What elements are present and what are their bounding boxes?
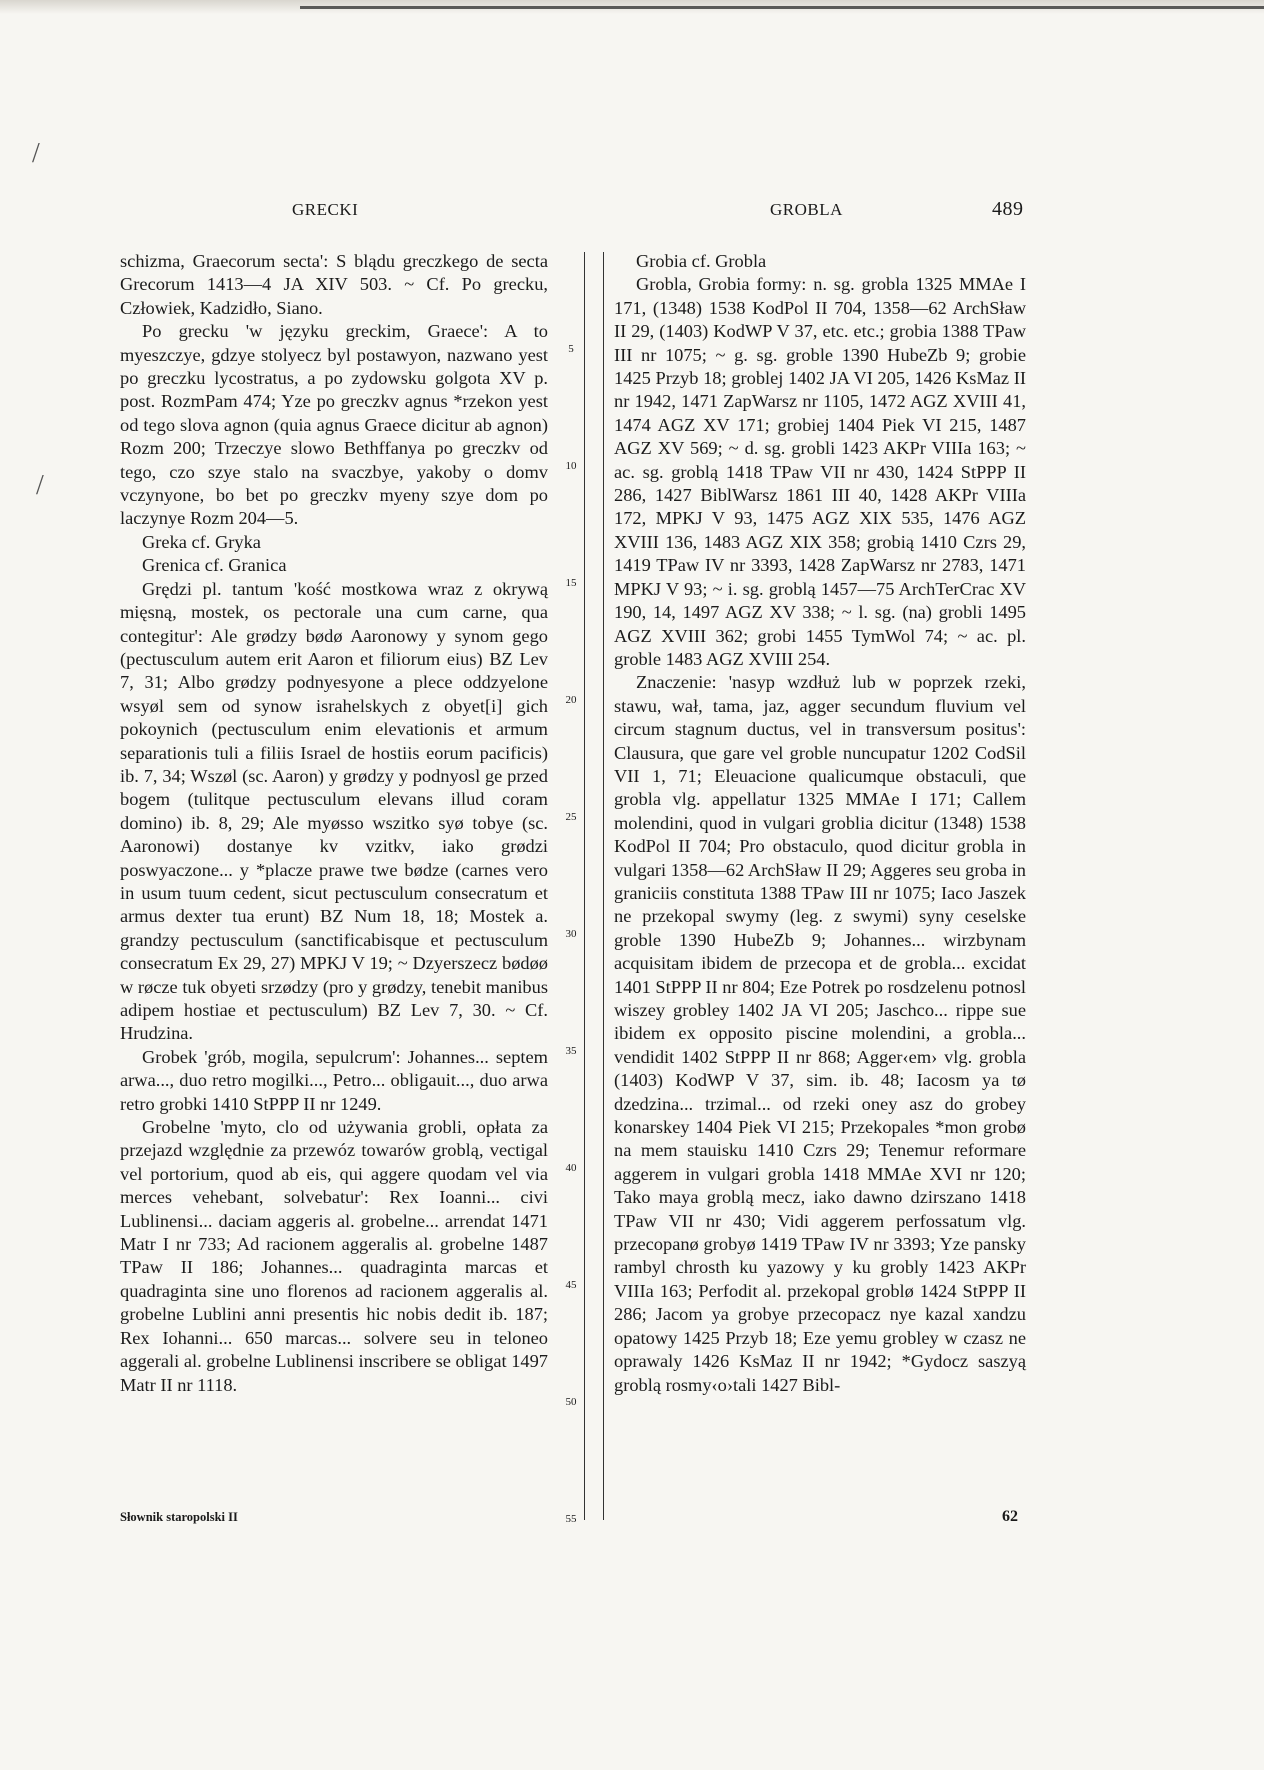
line-number: 15 [565, 577, 577, 589]
entry-grobek: Grobek 'grób, mogila, sepulcrum': Johannes... septem arwa..., duo retro mogilki..., Petro... obligauit..., duo arwa retro grobki 1410 StPPP II nr 1249. [120, 1046, 548, 1114]
line-number: 5 [568, 343, 574, 355]
line-number: 20 [565, 694, 577, 706]
margin-pencil-mark: / [36, 470, 44, 501]
line-number: 30 [565, 928, 577, 940]
line-number: 40 [565, 1162, 577, 1174]
left-column [120, 250, 548, 1397]
footer-series-title: Słownik staropolski II [120, 1510, 238, 1524]
entry-grobla-forms: Grobla, Grobia formy: n. sg. grobla 1325 MMAe I 171, (1348) 1538 KodPol II 704, 1358—62 ArchSław II 29, (1403) KodWP V 37, etc. etc.; grobia 1388 TPaw III nr 1075; ~ g. sg. groble 1390 HubeZb 9; grobie 1425 Przyb 18; groblej 1402 JA VI 205, 1426 KsMaz II nr 1942, 1471 ZapWarsz nr 1105, 1472 AGZ XVIII 41, 1474 AGZ XV 171; grobiej 1404 Piek VI 215, 1487 AGZ XV 569; ~ d. sg. grobli 1423 AKPr VIIIa 163; ~ ac. sg. groblą 1418 TPaw VII nr 430, 1424 StPPP II 286, 1427 BiblWarsz 1861 III 40, 1428 AKPr VIIIa 172, MPKJ V 93, 1475 AGZ XIX 535, 1476 AGZ XVIII 136, 1483 AGZ XIX 358; grobią 1410 Czrs 29, 1419 TPaw IV nr 3393, 1428 ZapWarsz nr 2783, 1471 MPKJ V 93; ~ i. sg. groblą 1457—75 ArchTerCrac XV 190, 14, 1497 AGZ XV 338; ~ l. sg. (na) grobli 1495 AGZ XVIII 362; grobi 1455 TymWol 74; ~ ac. pl. groble 1483 AGZ XVIII 254. [614, 274, 1026, 669]
running-header [0, 200, 1264, 230]
entry-grobla-meaning: Znaczenie: 'nasyp wzdłuż lub w poprzek rzeki, stawu, wał, tama, jaz, agger secundum fluvium vel circum stagnum ductus, vel in transversum positus': Clausura, que gare vel groble nuncupatur 1202 CodSil VII 1, 71; Eleuacione qualicumque obstaculi, que grobla vlg. appellatur 1325 MMAe I 171; Callem molendini, quod in vulgari groblia dicitur (1348) 1538 KodPol II 704; Pro obstaculo, quod dicitur grobla in vulgari 1358—62 ArchSław II 29; Aggeres seu groba in graniciis constituta 1388 TPaw III nr 1075; Iaco Jaszek ne przekopal swymy (leg. z swymi) syny ceselske groble 1390 HubeZb 9; Johannes... wirzbynam acquisitam ibidem de przecopa et de grobla... excidat 1401 StPPP II nr 804; Eze Potrek po rosdzelenu potnosl wiszey grobley 1402 JA VI 205; Jaschco... rippe sue ibidem ex opposito piscine molendini, a grobla... vendidit 1402 StPPP II nr 868; Agger‹em› vlg. grobla (1403) KodWP V 37, sim. ib. 48; Iacosm ya tø dzedzina... trzimal... od rzeki oney asz do grobey konarskey 1404 Piek VI 215; Przekopales *mon grobø na mem stauisku 1410 Czrs 29; Tenemur reformare aggerem in vulgari grobla 1418 MMAe XVI nr 120; Tako maya groblą mecz, iako dawno dzirszano 1418 TPaw VII nr 430; Vidi aggerem perfossatum vlg. przecopanø grobyø 1419 TPaw IV nr 3393; Yze pansky rambyl chrosth ku yazowy y ku grobly 1423 AKPr VIIIa 163; Perfodit al. przekopal groblø 1424 StPPP II 286; Jacom ya grobye przecopacz nye kazal xandzu opatowy 1425 Przyb 18; Eze yemu grobley w czasz ne oprawaly 1426 KsMaz II nr 1942; *Gydocz saszyą groblą rosmy‹o›tali 1427 Bibl- [614, 672, 1026, 1395]
line-number: 35 [565, 1045, 577, 1057]
page-number: 489 [992, 198, 1024, 220]
line-number: 25 [565, 811, 577, 823]
entry-grobia: Grobia cf. Grobla [636, 251, 767, 271]
entry-greka: Greka cf. Gryka [142, 531, 261, 552]
entry-gredzi: Grędzi pl. tantum 'kość mostkowa wraz z okrywą mięsną, mostek, os pectorale una cum carne, qua contegitur': Ale grødzy bødø Aaronowy y synom gego (pectusculum autem erit Aaron et filiorum eius) BZ Lev 7, 31; Albo grødzy podnyesyone a plece oddzyelone wsyøl sem od synow israhelskych z obyet[i] gich pokoynich (pectusculum enim elevationis et armum separationis tuli a filiis Israel de hostiis eorum pacificis) ib. 7, 34; Wszøl (sc. Aaron) y grødzy y podnyosl ge przed bogem (tulitque pectusculum elevans illud coram domino) ib. 8, 29; Ale myøsso wszitko syø tobye (sc. Aaronowi) dostanye kv vzitkv, iako grødzi poswyaczone... y *placze prawe twe bødze (carnes vero in usum tuum cedent, sicut pectusculum consecratum et armus dexter tua erunt) BZ Num 18, 18; Mostek a. grandzy pectusculum (sanctificabisque et pectusculum consecratum Ex 29, 27) MPKJ V 19; ~ Dzyerszecz bødøø w røcze tuk obyeti srzødzy (pro y grødzy, tenebit manibus adipem hostiae et pectusculum) BZ Lev 7, 30. ~ Cf. Hrudzina. [120, 578, 548, 1044]
line-number: 10 [565, 460, 577, 472]
column-rule-left [584, 252, 585, 1520]
line-number: 50 [565, 1396, 577, 1408]
header-right-headword: GROBLA [770, 200, 843, 219]
scan-artifact-line [300, 6, 1264, 9]
footer-signature: 62 [1002, 1508, 1018, 1525]
line-number: 45 [565, 1279, 577, 1291]
header-left-headword: GRECKI [292, 200, 359, 219]
entry-continuation: schizma, Graecorum secta': S blądu greczkego de secta Grecorum 1413—4 JA XIV 503. ~ Cf. Po grecku, Człowiek, Kadzidło, Siano. [120, 251, 548, 318]
line-number: 55 [565, 1513, 577, 1525]
entry-po-grecku: Po grecku 'w języku greckim, Graece': A to myeszczye, gdzye stolyecz byl postawyon, nazwano yest po greczku lycostratus, a po zydowsku golgota XV p. post. RozmPam 474; Yze po greczkv agnus *rzekon yest od tego slova agnon (quia agnus Graece dicitur ab agnon) Rozm 200; Trzeczye slowo Bethffanya po greczkv od tego, czo szye stalo na svaczbye, yakoby o domv vczynyone, bo bet po greczkv myeny szye dom po laczynye Rozm 204—5. [120, 321, 548, 529]
entry-grobelne: Grobelne 'myto, clo od używania grobli, opłata za przejazd względnie za przewóz towarów groblą, vectigal vel portorium, quod ab eis, qui aggere quodam vel via merces vehebant, solvebatur': Rex Ioanni... civi Lublinensi... daciam aggeris al. grobelne... arrendat 1471 Matr I nr 733; Ad racionem aggeralis al. grobelne 1487 TPaw II 186; Johannes... quadraginta marcas et quadraginta sine uno florenos ad racionem aggeralis al. grobelne Lublini anni presentis hic nobis dedit ib. 187; Rex Iohanni... 650 marcas... solvere seu in teloneo aggerali al. grobelne Lublinensi inscribere se obligat 1497 Matr II nr 1118. [120, 1117, 548, 1395]
right-column [614, 250, 1026, 1397]
column-rule-right [603, 252, 604, 1520]
entry-grenica: Grenica cf. Granica [142, 555, 287, 576]
margin-pencil-mark: / [32, 138, 40, 169]
